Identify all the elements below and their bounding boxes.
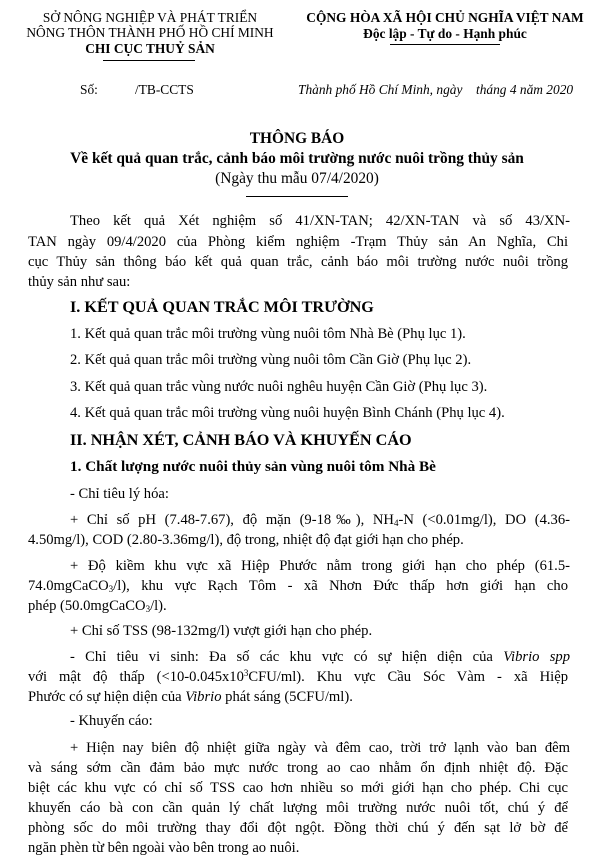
microbio-text-b: với mật độ thấp (<10-0.045x10 (28, 669, 244, 685)
subsection-1-heading: 1. Chất lượng nước nuôi thủy sản vùng nuôi tôm Nhà Bè (70, 458, 436, 475)
ph-text-a: + Chỉ số pH (7.48-7.67), độ mặn (9-18‰), NH (70, 512, 394, 528)
microbio-line-1 (70, 648, 570, 666)
alk-text-c: phép (50.0mgCaCO (28, 598, 146, 614)
republic-name: CỘNG HÒA XÃ HỘI CHỦ NGHĨA VIỆT NAM (306, 10, 584, 25)
caco3-subscript: 3 (108, 584, 114, 594)
microbio-line-3 (28, 688, 353, 706)
section-2-heading: II. NHẬN XÉT, CẢNH BÁO VÀ KHUYẾN CÁO (70, 431, 412, 449)
agency-line-1: SỞ NÔNG NGHIỆP VÀ PHÁT TRIỂN (42, 10, 258, 25)
ph-text-b: -N (<0.01mg/l), DO (4.36- (398, 512, 570, 528)
motto-underline (390, 44, 500, 45)
alk-text-d: /l). (150, 598, 167, 614)
agency-unit: CHI CỤC THUỶ SẢN (85, 41, 215, 56)
microbio-text-d: Phước có sự hiện diện của (28, 689, 186, 705)
nh4-subscript: 4 (393, 518, 399, 528)
place-date-part-2: tháng 4 năm 2020 (476, 82, 574, 97)
ph-line-2: 4.50mg/l), COD (2.80-3.36mg/l), độ trong, nhiệt độ đạt giới hạn cho phép. (28, 532, 464, 548)
sample-date: (Ngày thu mẫu 07/4/2020) (215, 170, 379, 187)
result-item-1: 1. Kết quả quan trắc môi trường vùng nuôi tôm Nhà Bè (Phụ lục 1). (70, 326, 466, 342)
ph-line-1 (70, 511, 570, 529)
alkalinity-line-3 (28, 597, 167, 615)
notice-title: THÔNG BÁO (249, 130, 345, 147)
intro-line-3: cục Thủy sản thông báo kết quả quan trắc, cảnh báo môi trường nước nuôi trồng (28, 254, 568, 270)
vibrio: Vibrio (185, 689, 222, 705)
rec-line-4: khuyến cáo bà con cần quản lý chất lượng môi trường nước nuôi tốt, chú ý để (28, 800, 568, 816)
document-number: /TB-CCTS (135, 82, 194, 97)
rec-line-6: ngăn phèn từ bên ngoài vào bên trong ao nuôi. (28, 840, 300, 856)
intro-line-1: Theo kết quả Xét nghiệm số 41/XN-TAN; 42/XN-TAN và số 43/XN- (70, 213, 570, 229)
alk-text-a: 74.0mgCaCO (28, 578, 109, 594)
alkalinity-line-2 (28, 577, 568, 595)
national-motto: Độc lập - Tự do - Hạnh phúc (363, 26, 527, 41)
agency-line-2: NÔNG THÔN THÀNH PHỐ HỒ CHÍ MINH (26, 25, 274, 40)
recommendation-label: - Khuyến cáo: (70, 713, 153, 729)
alk-text-b: /l), khu vực Rạch Tôm - xã Nhơn Đức thấp hơn giới hạn cho (113, 578, 568, 594)
microbio-text-e: phát sáng (5CFU/ml). (221, 689, 353, 705)
result-item-4: 4. Kết quả quan trắc môi trường vùng nuôi huyện Bình Chánh (Phụ lục 4). (70, 405, 505, 421)
microbio-text-a: - Chỉ tiêu vi sinh: Đa số các khu vực có sự hiện diện của (70, 649, 504, 665)
result-item-3: 3. Kết quả quan trắc vùng nước nuôi nghêu huyện Cần Giờ (Phụ lục 3). (70, 379, 488, 395)
place-date-part-1: Thành phố Hồ Chí Minh, ngày (298, 82, 463, 97)
section-1-heading: I. KẾT QUẢ QUAN TRẮC MÔI TRƯỜNG (70, 298, 374, 316)
rec-line-5: phòng sốc do môi trường thay đổi đột ngột. Đồng thời chú ý đến sạt lở bờ để (28, 820, 568, 836)
agency-underline (103, 60, 195, 61)
caco3-subscript-2: 3 (145, 604, 151, 614)
intro-line-2: TAN ngày 09/4/2020 của Phòng kiểm nghiệm -Trạm Thủy sản An Nghĩa, Chi (28, 234, 568, 250)
vibrio-spp: Vibrio spp (503, 649, 571, 665)
exponent-3: 3 (243, 668, 249, 678)
microbio-line-2 (28, 668, 568, 686)
intro-line-4: thủy sản như sau: (28, 274, 131, 290)
document-number-label: Số: (80, 82, 98, 97)
rec-line-3: biệt các khu vực có chỉ số TSS cao hơn nhiều so mới giới hạn cho phép. Chi cục (28, 780, 568, 796)
chem-label: - Chỉ tiêu lý hóa: (70, 486, 169, 502)
notice-subject: Về kết quả quan trắc, cảnh báo môi trường nước nuôi trồng thủy sản (70, 150, 524, 167)
title-underline (246, 196, 348, 197)
microbio-text-c: CFU/ml). Khu vực Cầu Sóc Vàm - xã Hiệp (248, 669, 568, 685)
rec-line-2: và sáng sớm cần đảm bảo mực nước trong ao cao nhằm ổn định nhiệt độ. Đặc (28, 760, 568, 776)
rec-line-1: + Hiện nay biên độ nhiệt giữa ngày và đêm cao, trời trở lạnh vào ban đêm (70, 740, 570, 756)
alkalinity-line-1: + Độ kiềm khu vực xã Hiệp Phước nằm trong giới hạn cho phép (61.5- (70, 558, 570, 574)
tss-line: + Chỉ số TSS (98-132mg/l) vượt giới hạn cho phép. (70, 623, 373, 639)
result-item-2: 2. Kết quả quan trắc môi trường vùng nuôi tôm Cần Giờ (Phụ lục 2). (70, 352, 472, 368)
